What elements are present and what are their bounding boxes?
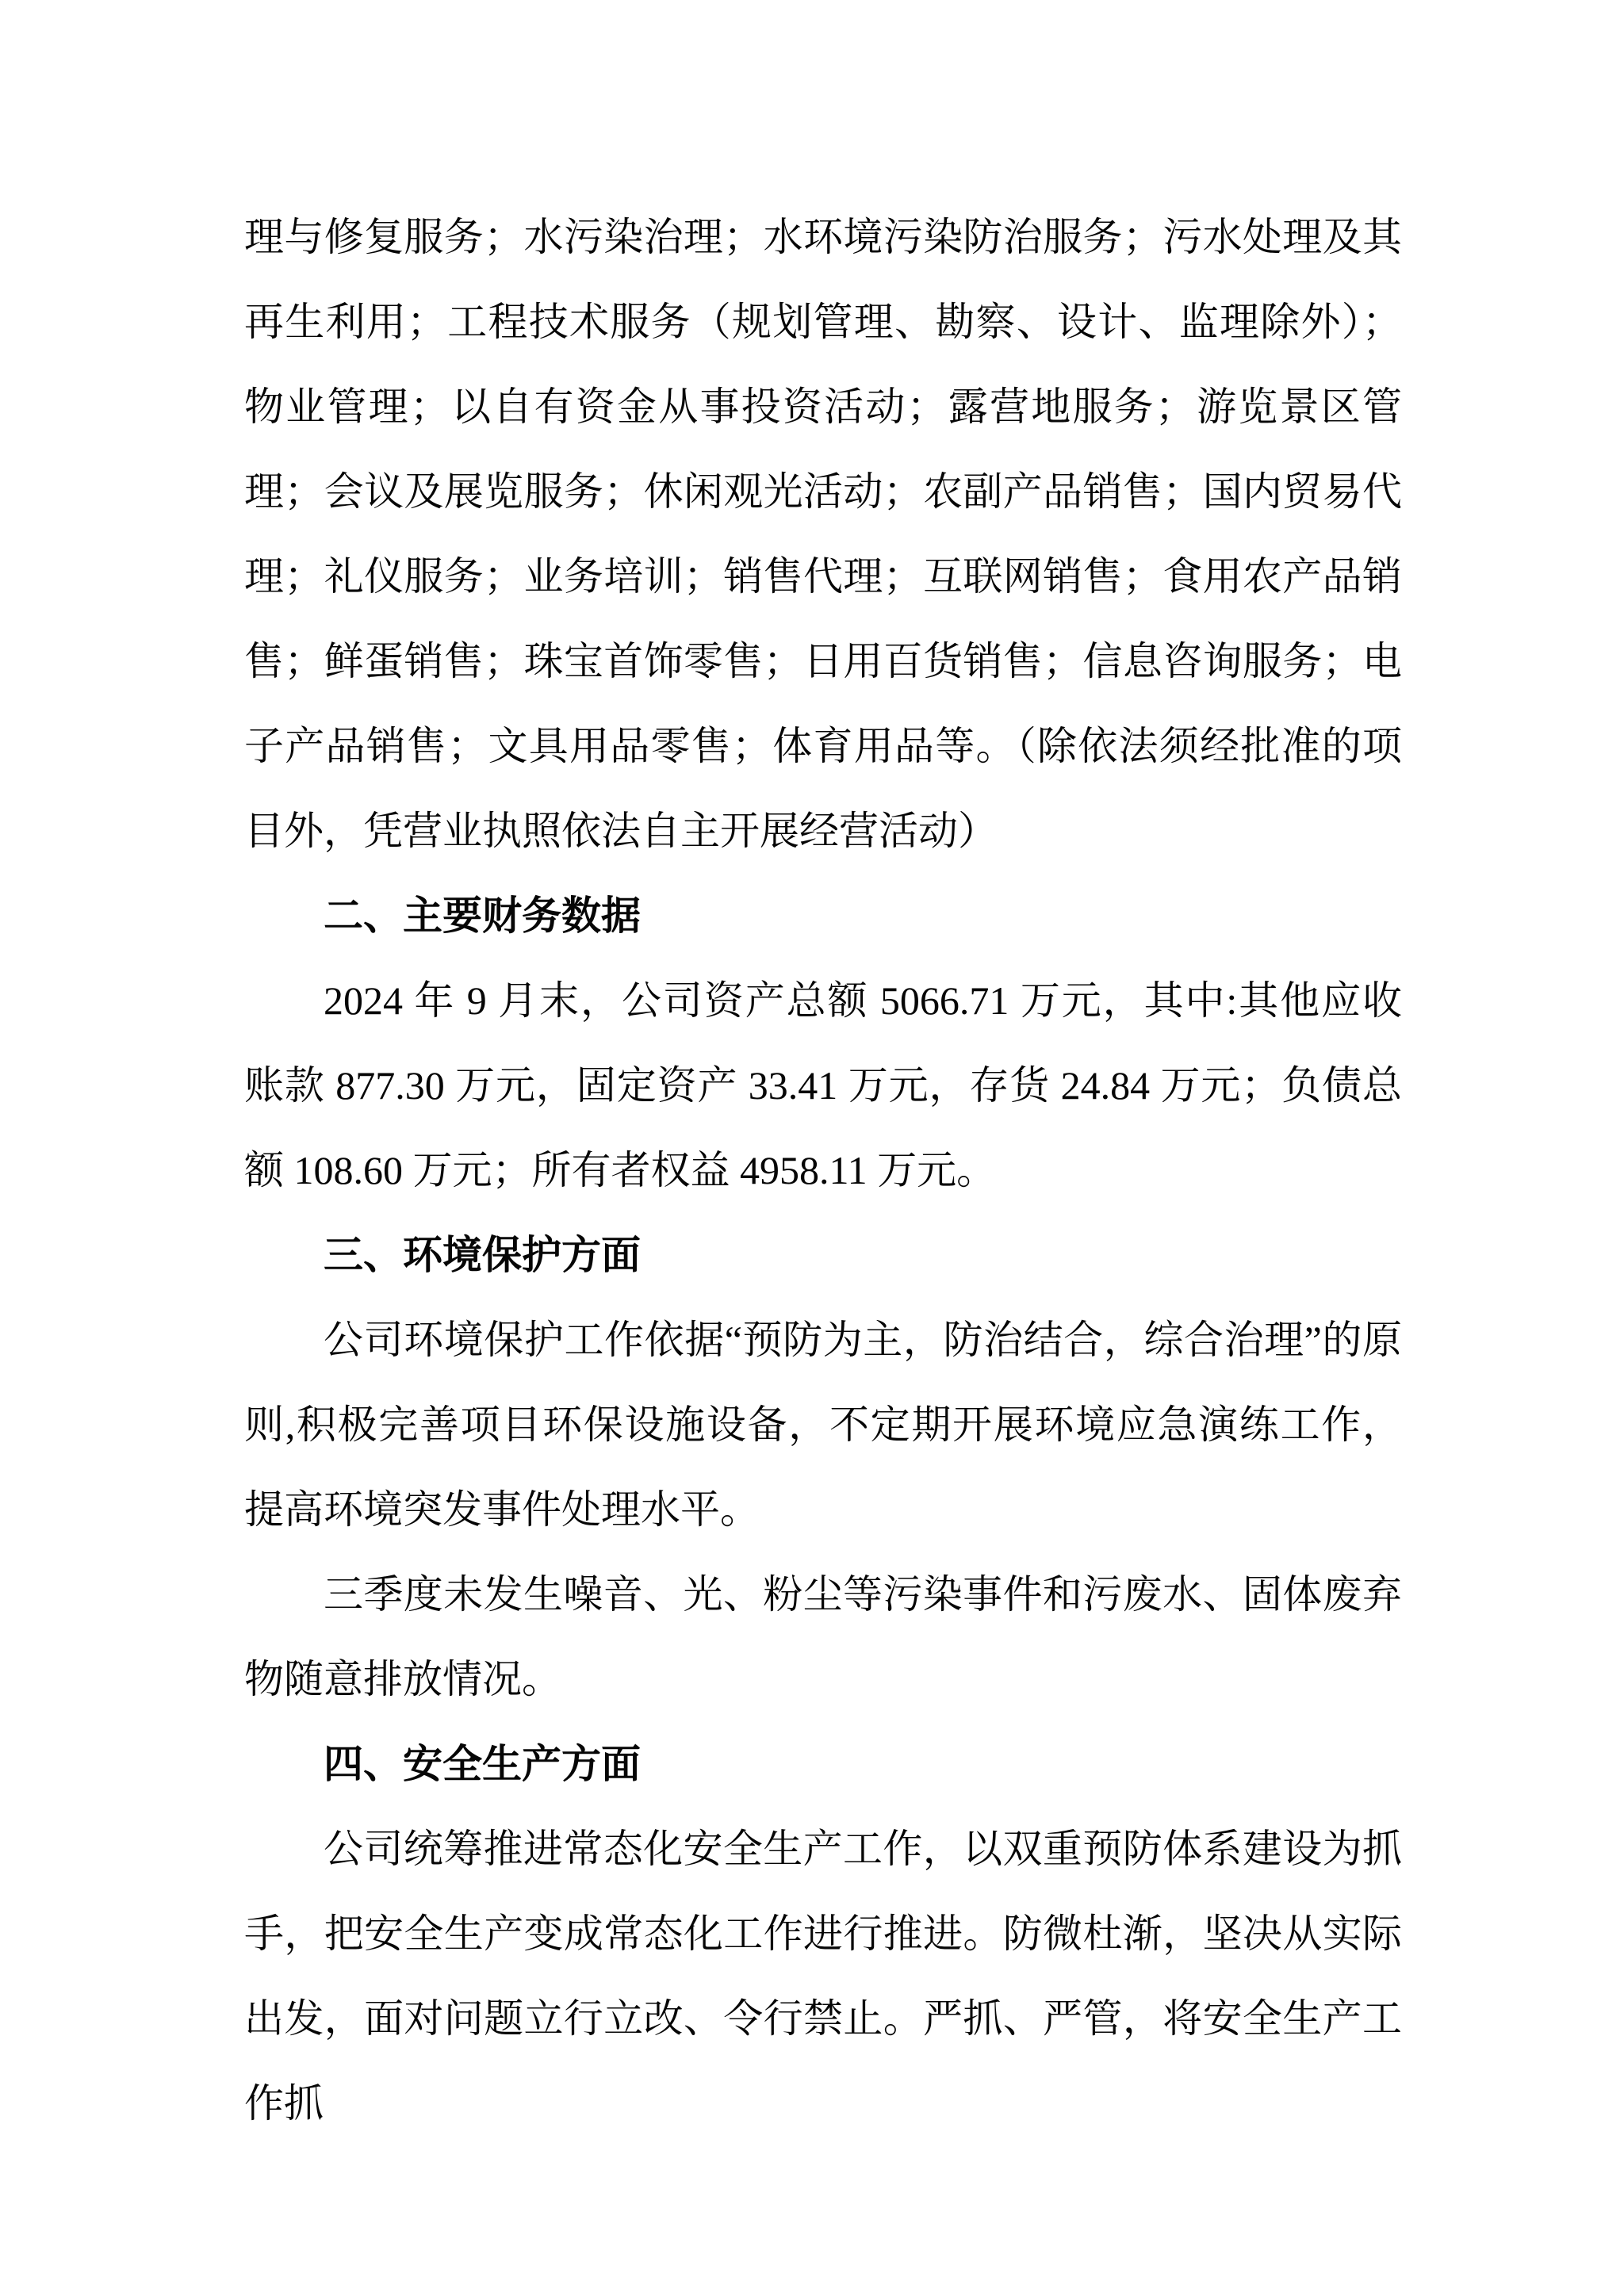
paragraph-financial-summary: 2024 年 9 月末，公司资产总额 5066.71 万元，其中:其他应收账款 877.30 万元，固定资产 33.41 万元，存货 24.84 万元；负债总额 108.60 万元；所有者权益 4958.11 万元。 <box>244 978 1403 1192</box>
paragraph-environment-policy: 公司环境保护工作依据“预防为主，防治结合，综合治理”的原则,积极完善项目环保设施设备，不定期开展环境应急演练工作，提高环境突发事件处理水平。 <box>244 1318 1402 1532</box>
paragraph-business-scope-continuation: 理与修复服务；水污染治理；水环境污染防治服务；污水处理及其再生利用；工程技术服务（规划管理、勘察、设计、监理除外）；物业管理；以自有资金从事投资活动；露营地服务；游览景区管理；会议及展览服务；休闲观光活动；农副产品销售；国内贸易代理；礼仪服务；业务培训；销售代理；互联网销售；食用农产品销售；鲜蛋销售；珠宝首饰零售；日用百货销售；信息咨询服务；电子产品销售；文具用品零售；体育用品等。（除依法须经批准的项目外，凭营业执照依法自主开展经营活动） <box>244 215 1402 853</box>
paragraph-safety-measures: 公司统筹推进常态化安全生产工作，以双重预防体系建设为抓手，把安全生产变成常态化工作进行推进。防微杜渐，坚决从实际出发，面对问题立行立改、令行禁止。严抓、严管，将安全生产工作抓 <box>244 1827 1402 2126</box>
heading-financial-data: 二、主要财务数据 <box>324 894 641 938</box>
paragraph-environment-q3-status: 三季度未发生噪音、光、粉尘等污染事件和污废水、固体废弃物随意排放情况。 <box>244 1572 1402 1701</box>
heading-environmental-protection: 三、环境保护方面 <box>324 1233 641 1277</box>
heading-safety-production: 四、安全生产方面 <box>324 1742 641 1786</box>
